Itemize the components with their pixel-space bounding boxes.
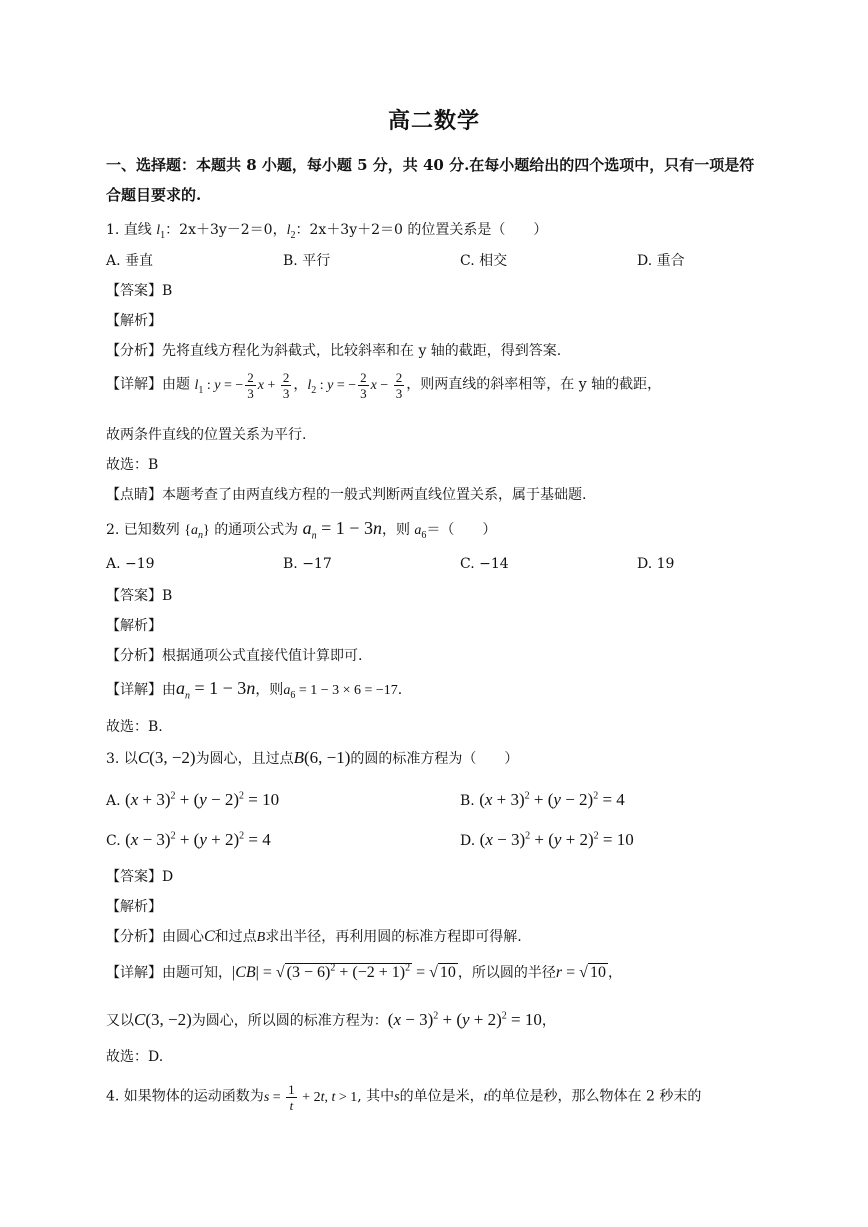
- q2-analysis: 【分析】根据通项公式直接代值计算即可.: [106, 648, 363, 664]
- q3-jiexi: 【解析】: [106, 899, 162, 915]
- q1-comment: 【点睛】本题考查了由两直线方程的一般式判断两直线位置关系，属于基础题.: [106, 487, 587, 503]
- q1-option-a: A. 垂直: [106, 253, 154, 269]
- q1-option-c: C. 相交: [460, 253, 508, 269]
- q2-jiexi: 【解析】: [106, 618, 162, 634]
- q1-analysis: 【分析】先将直线方程化为斜截式，比较斜率和在 y 轴的截距，得到答案.: [106, 343, 562, 359]
- q3-option-c: C. $(x - 3)^2 + (y + 2)^2 = 4$: [106, 830, 271, 849]
- section-heading: 一、选择题：本题共 8 小题，每小题 5 分，共 40 分.在每小题给出的四个选项中，只有一项是符合题目要求的.: [106, 156, 755, 204]
- q1-jiexi: 【解析】: [106, 313, 162, 329]
- question-4-stem: 4. 如果物体的运动函数为s = $\frac{1}{t}$ + 2t, t > 1, 其中s的单位是米，t的单位是秒，那么物体在 2 秒末的: [106, 1082, 702, 1113]
- line-l2-label: $l_2$: [286, 223, 296, 241]
- q2-option-c: C. −14: [460, 556, 509, 572]
- question-1-stem: 1. 直线 $l_1$：2x＋3y－2＝0，$l_2$：2x＋3y＋2＝0 的位置关系是（ ）: [106, 222, 548, 241]
- page-title: 高二数学: [387, 108, 480, 134]
- q1-detail-line2: 故两条件直线的位置关系为平行.: [106, 427, 307, 443]
- question-3-stem: 3. 以C(3, −2)为圆心，且过点B(6, −1)的圆的标准方程为（ ）: [106, 748, 519, 767]
- q3-choose: 故选：D.: [106, 1049, 164, 1065]
- q2-option-d: D. 19: [637, 556, 675, 572]
- q3-option-b: B. $(x + 3)^2 + (y - 2)^2 = 4$: [460, 790, 625, 809]
- q1-option-d: D. 重合: [637, 253, 685, 269]
- q2-option-a: A. −19: [106, 556, 155, 572]
- q2-detail: 【详解】由$a_n = 1 - 3n$，则$a_6 = 1 - 3 \times 6 = -17$.: [106, 678, 403, 702]
- q1-option-b: B. 平行: [283, 253, 331, 269]
- q2-choose: 故选：B.: [106, 719, 163, 735]
- q1-detail-math: $l_1$ : y = − $\frac{2}{3}$ x + $\frac{2}{3}$ ，$l_2$ : y = − $\frac{2}{3}$ x − $\frac{2}{3}$: [194, 370, 403, 401]
- q3-answer: 【答案】D: [106, 869, 174, 885]
- q3-detail: 【详解】由题可知，|CB| = √ $(3 - 6)^2 + (-2 + 1)^2$ = √ 10 ，所以圆的半径r = √ 10 ，: [106, 962, 622, 981]
- q1-detail: 【详解】由题 $l_1$ : y = − $\frac{2}{3}$ x + $\frac{2}{3}$ ，$l_2$ : y = − $\frac{2}{3}$ x − $\frac{2}{3}$ ，则两直线的斜率相等，在 y 轴的截距，: [106, 370, 662, 401]
- q3-detail-line2: 又以C(3, −2)为圆心，所以圆的标准方程为：$(x - 3)^2 + (y + 2)^2 = 10$，: [106, 1010, 556, 1029]
- q3-option-d: D. $(x - 3)^2 + (y + 2)^2 = 10$: [460, 830, 634, 849]
- q2-answer: 【答案】B: [106, 588, 173, 604]
- q3-option-a: A. $(x + 3)^2 + (y - 2)^2 = 10$: [106, 790, 280, 809]
- line-l1-label: $l_1$: [156, 223, 166, 241]
- q1-choose: 故选：B: [106, 457, 159, 473]
- question-2-stem: 2. 已知数列 $\{a_n\}$ 的通项公式为 $a_n = 1 - 3n$，则 $a_6=$（ ）: [106, 518, 497, 542]
- q2-option-b: B. −17: [283, 556, 332, 572]
- q1-answer: 【答案】B: [106, 283, 173, 299]
- q3-analysis: 【分析】由圆心C和过点B求出半径，再利用圆的标准方程即可得解.: [106, 928, 522, 945]
